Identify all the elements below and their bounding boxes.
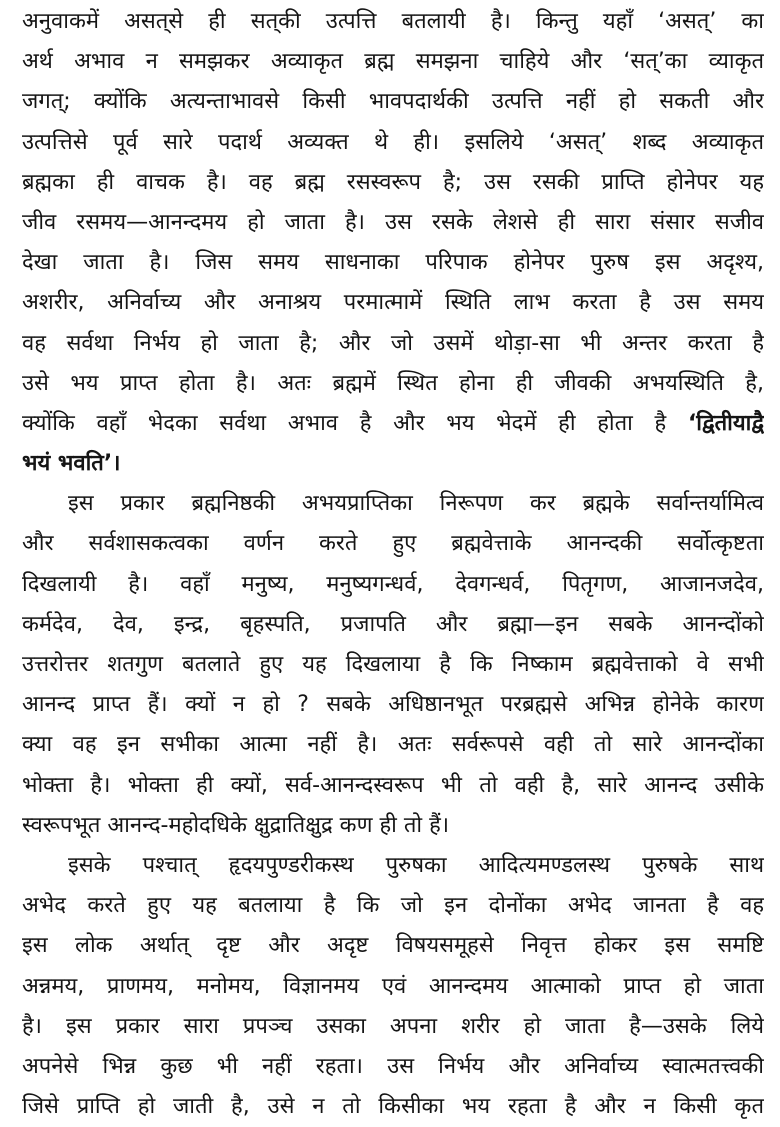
text-line: स्वरूपभूत आनन्द-महोदधिके क्षुद्रातिक्षुद्र कण ही तो हैं। <box>22 812 450 838</box>
text-line: जीव रसमय—आनन्दमय हो जाता है। उस रसके लेशसे ही सारा संसार सजीव <box>22 209 764 235</box>
text-line: दिखलायी है। वहाँ मनुष्य, मनुष्यगन्धर्व, देवगन्धर्व, पितृगण, आजानजदेव, <box>22 571 764 597</box>
paragraph-1 <box>22 0 764 484</box>
document-page <box>22 0 764 1127</box>
text-line: इसके पश्चात् हृदयपुण्डरीकस्थ पुरुषका आदित्यमण्डलस्थ पुरुषके साथ <box>68 852 764 878</box>
text-line: और सर्वशासकत्वका वर्णन करते हुए ब्रह्मवेत्ताके आनन्दकी सर्वोत्कृष्टता <box>22 531 764 557</box>
text-line: उसे भय प्राप्त होता है। अतः ब्रह्ममें स्थित होना ही जीवकी अभयस्थिति है, <box>22 370 764 396</box>
text-span: क्योंकि वहाँ भेदका सर्वथा अभाव है और भय भेदमें ही होता है <box>22 410 688 436</box>
sanskrit-quote: ‘द्वितीयाद्वै <box>687 410 764 436</box>
paragraph-2 <box>22 484 764 846</box>
text-line: अन्नमय, प्राणमय, मनोमय, विज्ञानमय एवं आनन्दमय आत्माको प्राप्त हो जाता <box>22 973 764 999</box>
text-line: अशरीर, अनिर्वाच्य और अनाश्रय परमात्मामें स्थिति लाभ करता है उस समय <box>22 290 764 316</box>
sanskrit-quote: भयं भवति’। <box>22 451 121 477</box>
text-line: है। इस प्रकार सारा प्रपञ्च उसका अपना शरीर हो जाता है—उसके लिये <box>22 1013 764 1039</box>
text-line: आनन्द प्राप्त हैं। क्यों न हो ? सबके अधिष्ठानभूत परब्रह्मसे अभिन्न होनेके कारण <box>22 692 764 718</box>
text-line: उत्पत्तिसे पूर्व सारे पदार्थ अव्यक्त थे ही। इसलिये ‘असत्’ शब्द अव्याकृत <box>22 129 764 155</box>
text-line: ब्रह्मका ही वाचक है। वह ब्रह्म रसस्वरूप है; उस रसकी प्राप्ति होनेपर यह <box>22 169 764 195</box>
text-line: देखा जाता है। जिस समय साधनाका परिपाक होनेपर पुरुष इस अदृश्य, <box>22 250 764 276</box>
text-line: अर्थ अभाव न समझकर अव्याकृत ब्रह्म समझना चाहिये और ‘सत्’का व्याकृत <box>22 49 764 75</box>
text-line: इस प्रकार ब्रह्मनिष्ठकी अभयप्राप्तिका निरूपण कर ब्रह्मके सर्वान्तर्यामित्व <box>68 491 764 517</box>
text-line: वह सर्वथा निर्भय हो जाता है; और जो उसमें थोड़ा-सा भी अन्तर करता है <box>22 330 764 356</box>
text-line: जगत्; क्योंकि अत्यन्ताभावसे किसी भावपदार्थकी उत्पत्ति नहीं हो सकती और <box>22 89 764 115</box>
text-line: जिसे प्राप्ति हो जाती है, उसे न तो किसीका भय रहता है और न किसी कृत <box>22 1094 764 1120</box>
text-line-with-quote <box>22 404 764 444</box>
text-line: अनुवाकमें असत्‌से ही सत्‌की उत्पत्ति बतलायी है। किन्तु यहाँ ‘असत्’ का <box>22 9 764 34</box>
text-line: भोक्ता है। भोक्ता ही क्यों, सर्व-आनन्दस्वरूप भी तो वही है, सारे आनन्द उसीके <box>22 772 764 798</box>
text-line: उत्तरोत्तर शतगुण बतलाते हुए यह दिखलाया है कि निष्काम ब्रह्मवेत्ताको वे सभी <box>22 652 764 677</box>
text-line: कर्मदेव, देव, इन्द्र, बृहस्पति, प्रजापति और ब्रह्मा—इन सबके आनन्दोंको <box>22 611 764 637</box>
text-line: इस लोक अर्थात् दृष्ट और अदृष्ट विषयसमूहसे निवृत्त होकर इस समष्टि <box>22 933 764 959</box>
text-line: अभेद करते हुए यह बतलाया है कि जो इन दोनोंका अभेद जानता है वह <box>22 893 764 919</box>
text-line: अपनेसे भिन्न कुछ भी नहीं रहता। उस निर्भय और अनिर्वाच्य स्वात्मतत्त्वकी <box>22 1053 764 1079</box>
paragraph-3 <box>22 846 764 1127</box>
text-line: क्या वह इन सभीका आत्मा नहीं है। अतः सर्वरूपसे वही तो सारे आनन्दोंका <box>22 732 764 758</box>
text-line-quote-end <box>22 444 764 484</box>
